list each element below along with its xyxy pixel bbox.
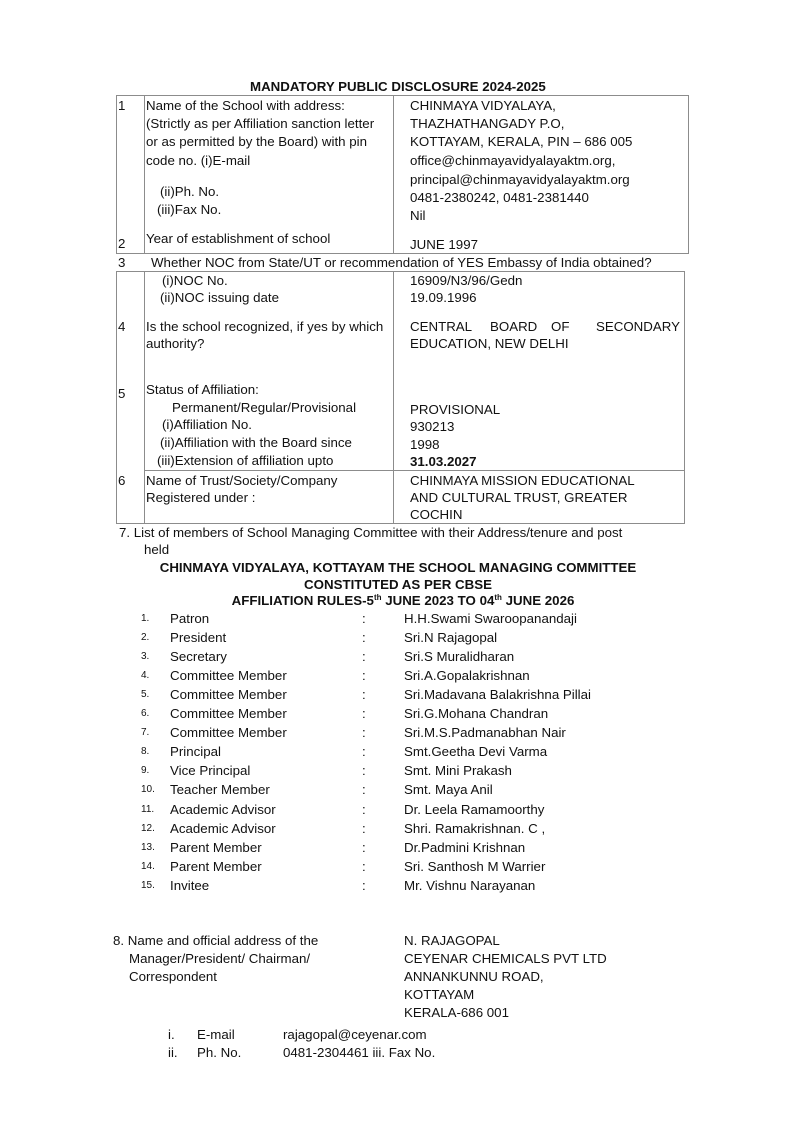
table-border-right bbox=[684, 271, 685, 523]
table-border-top bbox=[116, 271, 685, 272]
manager-address-line: CEYENAR CHEMICALS PVT LTD bbox=[404, 951, 607, 966]
phone-label: (ii)Ph. No. bbox=[160, 184, 220, 199]
row-label: Year of establishment of school bbox=[146, 231, 331, 246]
trust-name-line: CHINMAYA MISSION EDUCATIONAL bbox=[410, 473, 635, 488]
table-divider-1 bbox=[144, 271, 145, 523]
row-label-line: (iii)Extension of affiliation upto bbox=[157, 453, 334, 468]
table-divider-1 bbox=[144, 95, 145, 253]
table-border-left bbox=[116, 271, 117, 523]
affiliation-number: 930213 bbox=[410, 419, 455, 434]
row-label-line: Permanent/Regular/Provisional bbox=[172, 400, 357, 415]
phone-label: Ph. No. bbox=[197, 1045, 242, 1060]
authority-word: BOARD bbox=[490, 319, 538, 334]
noc-value: 16909/N3/96/Gedn bbox=[410, 273, 523, 288]
school-name: CHINMAYA VIDYALAYA, bbox=[410, 98, 556, 113]
affiliation-status: PROVISIONAL bbox=[410, 402, 501, 417]
list-marker: i. bbox=[168, 1027, 175, 1042]
table-divider-2 bbox=[393, 271, 394, 523]
manager-address-line: KOTTAYAM bbox=[404, 987, 475, 1002]
noc-label: (i)NOC No. bbox=[162, 273, 228, 288]
email-label: E-mail bbox=[197, 1027, 235, 1042]
noc-date-value: 19.09.1996 bbox=[410, 290, 477, 305]
table-divider-2 bbox=[393, 95, 394, 253]
email-value: rajagopal@ceyenar.com bbox=[283, 1027, 427, 1042]
section-intro: held bbox=[144, 542, 170, 557]
trust-name-line: COCHIN bbox=[410, 507, 463, 522]
manager-address-line: ANNANKUNNU ROAD, bbox=[404, 969, 544, 984]
row-number: 4 bbox=[118, 319, 126, 334]
row-label: Whether NOC from State/UT or recommendation of YES Embassy of India obtained? bbox=[151, 255, 652, 270]
row-label-line: (i)Affiliation No. bbox=[162, 417, 252, 432]
noc-date-label: (ii)NOC issuing date bbox=[160, 290, 279, 305]
address-line: KOTTAYAM, KERALA, PIN – 686 005 bbox=[410, 134, 633, 149]
table-border-bottom bbox=[116, 523, 685, 524]
row-label-line: Status of Affiliation: bbox=[146, 382, 259, 397]
manager-name: N. RAJAGOPAL bbox=[404, 933, 500, 948]
row-label-line: or as permitted by the Board) with pin bbox=[146, 134, 367, 149]
authority-word: CENTRAL bbox=[410, 319, 473, 334]
table-border-bottom bbox=[116, 253, 689, 254]
row-number: 6 bbox=[118, 473, 126, 488]
trust-name-line: AND CULTURAL TRUST, GREATER bbox=[410, 490, 628, 505]
committee-heading: CONSTITUTED AS PER CBSE bbox=[304, 577, 492, 592]
affiliation-extension: 31.03.2027 bbox=[410, 454, 477, 469]
row-label-line: Name of Trust/Society/Company bbox=[146, 473, 338, 488]
email-value: office@chinmayavidyalayaktm.org, bbox=[410, 153, 616, 168]
fax-label: (iii)Fax No. bbox=[157, 202, 222, 217]
row-label-line: Is the school recognized, if yes by which bbox=[146, 319, 384, 334]
row-label-line: Registered under : bbox=[146, 490, 256, 505]
phone-value: 0481-2380242, 0481-2381440 bbox=[410, 190, 589, 205]
row-label-line: Name of the School with address: bbox=[146, 98, 345, 113]
manager-label-line: Manager/President/ Chairman/ bbox=[129, 951, 311, 966]
manager-label-line: 8. Name and official address of the bbox=[113, 933, 319, 948]
row-label-line: (Strictly as per Affiliation sanction letter bbox=[146, 116, 375, 131]
row-separator bbox=[144, 470, 685, 471]
table-border-top bbox=[116, 95, 689, 96]
committee-heading: CHINMAYA VIDYALAYA, KOTTAYAM THE SCHOOL MANAGING COMMITTEE bbox=[159, 560, 637, 575]
row-number: 2 bbox=[118, 236, 126, 251]
list-marker: ii. bbox=[168, 1045, 178, 1060]
phone-value: 0481-2304461 iii. Fax No. bbox=[283, 1045, 436, 1060]
authority-word: SECONDARY bbox=[596, 319, 680, 334]
row-label-line: (ii)Affiliation with the Board since bbox=[160, 435, 352, 450]
row-value: JUNE 1997 bbox=[410, 237, 478, 252]
email-value: principal@chinmayavidyalayaktm.org bbox=[410, 172, 630, 187]
section-intro: 7. List of members of School Managing Committee with their Address/tenure and post bbox=[119, 525, 623, 540]
row-number: 1 bbox=[118, 98, 126, 113]
row-label-line: authority? bbox=[146, 336, 205, 351]
page-title: MANDATORY PUBLIC DISCLOSURE 2024-2025 bbox=[250, 79, 546, 94]
affiliation-since: 1998 bbox=[410, 437, 440, 452]
table-border-right bbox=[688, 95, 689, 253]
row-number: 3 bbox=[118, 255, 126, 270]
row-label-line: code no. (i)E-mail bbox=[146, 153, 251, 168]
row-number: 5 bbox=[118, 386, 126, 401]
table-border-left bbox=[116, 95, 117, 253]
committee-heading: AFFILIATION RULES-5th JUNE 2023 TO 04th JUNE 2026 bbox=[231, 593, 575, 608]
manager-label-line: Correspondent bbox=[129, 969, 217, 984]
authority-line: EDUCATION, NEW DELHI bbox=[410, 336, 569, 351]
authority-word: OF bbox=[551, 319, 570, 334]
fax-value: Nil bbox=[410, 208, 426, 223]
address-line: THAZHATHANGADY P.O, bbox=[410, 116, 565, 131]
manager-address-line: KERALA-686 001 bbox=[404, 1005, 509, 1020]
